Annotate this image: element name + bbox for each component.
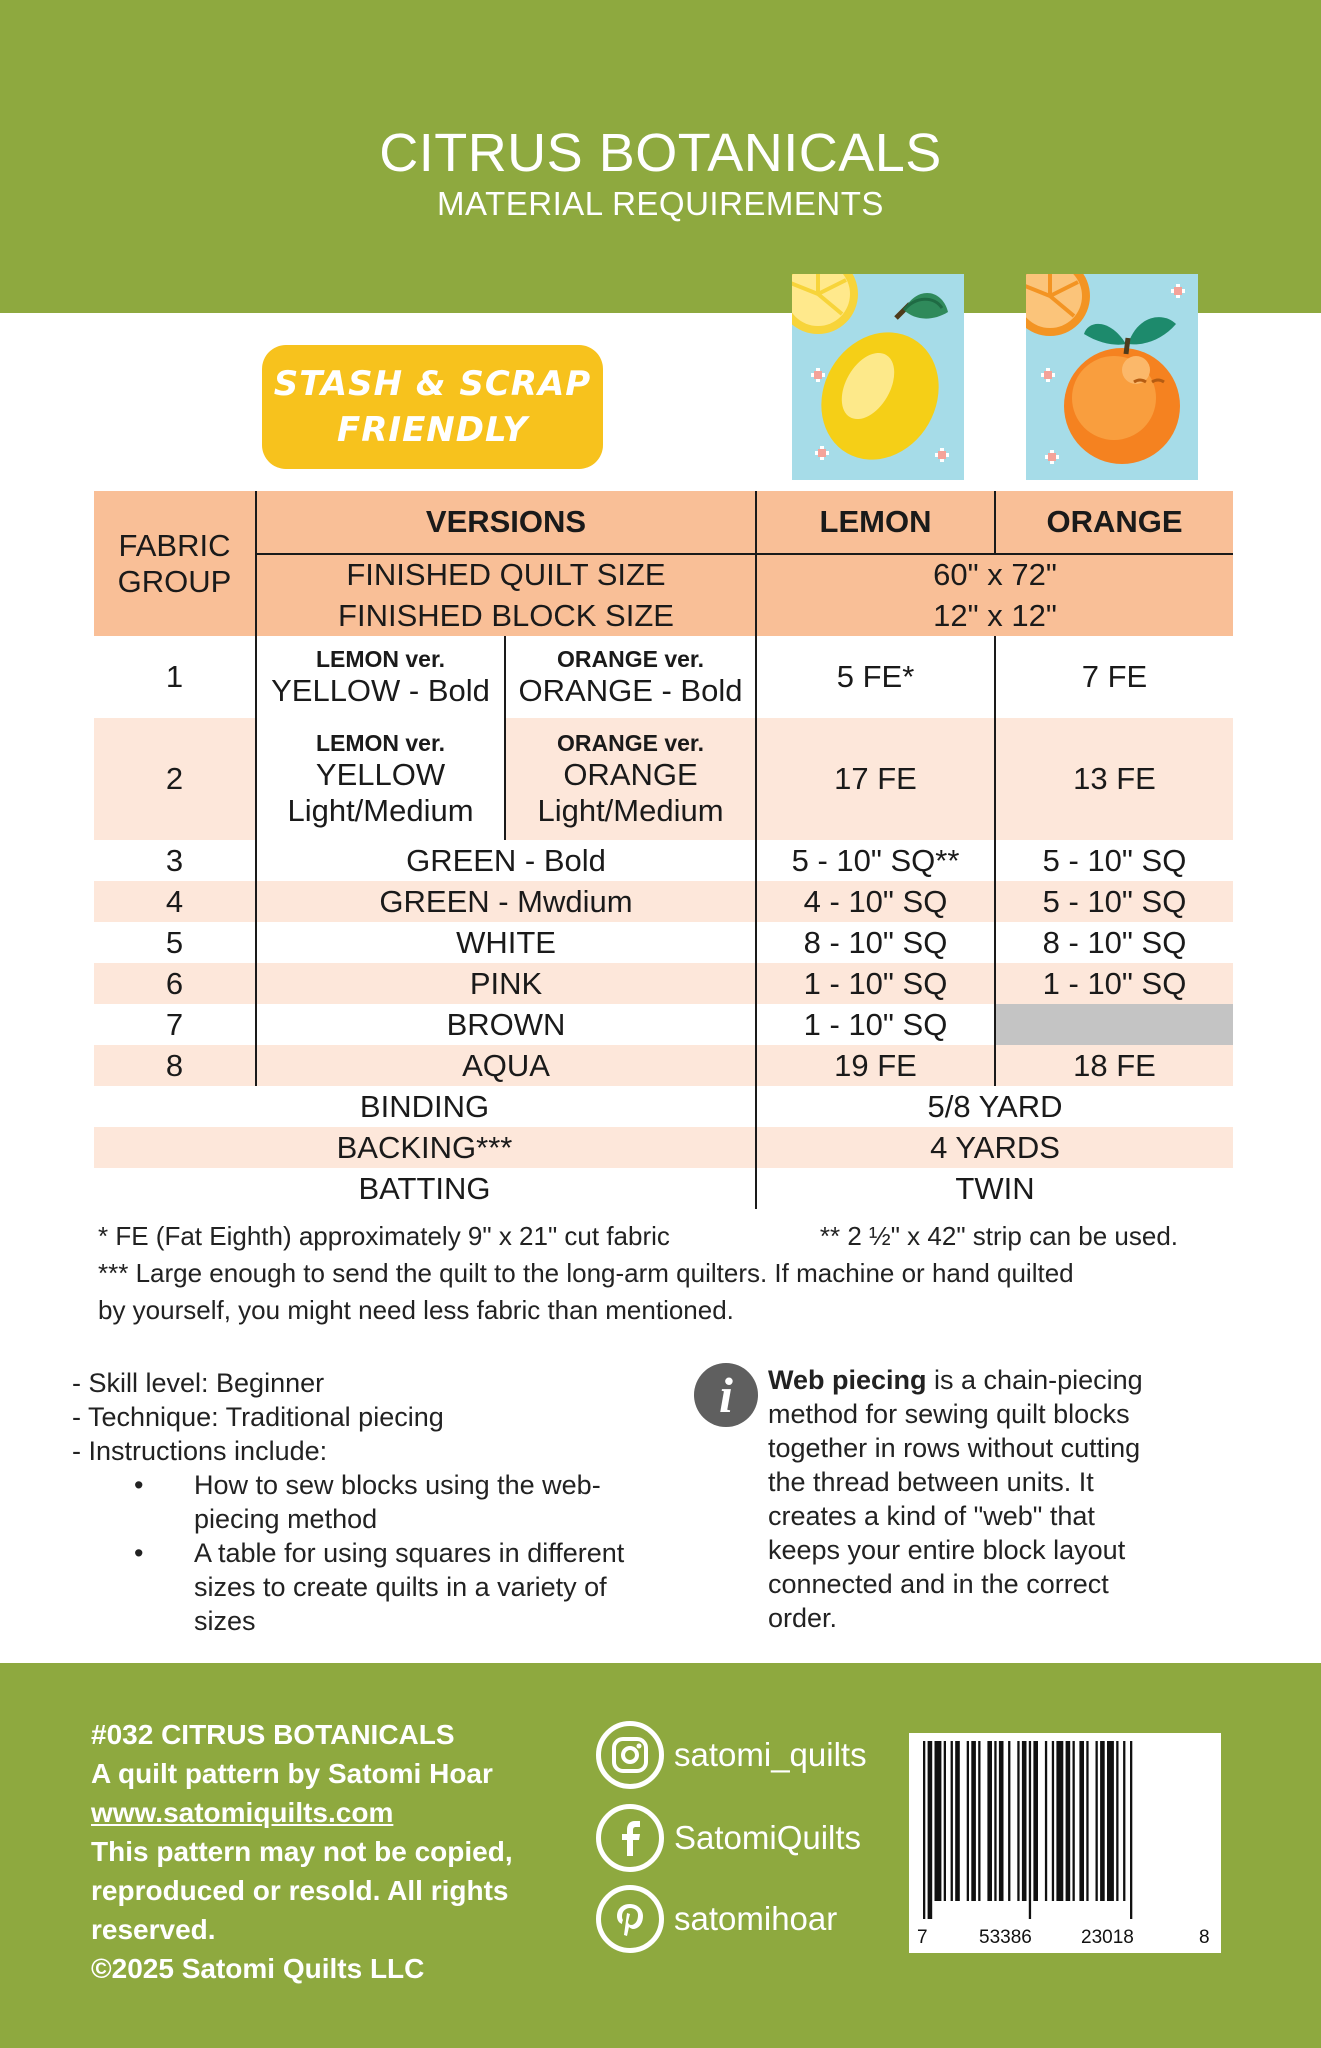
orange-ver-label: ORANGE ver. — [557, 645, 704, 672]
copyright: ©2025 Satomi Quilts LLC — [91, 1953, 425, 1984]
lemon-quantity: 19 FE — [756, 1045, 995, 1086]
table-row — [94, 1045, 1233, 1086]
fabric-name: WHITE — [256, 922, 756, 963]
lemon-quantity: 4 - 10" SQ — [756, 881, 995, 922]
extras-row — [94, 1086, 1233, 1127]
orange-quantity: 18 FE — [995, 1045, 1233, 1086]
barcode-bar — [971, 1741, 976, 1901]
finished-block-value: 12" x 12" — [756, 595, 1233, 636]
barcode-bar — [1096, 1741, 1098, 1901]
group-number: 4 — [165, 883, 184, 919]
lemon-block-image — [792, 274, 964, 480]
bullet-2-line-3: sizes — [194, 1606, 256, 1636]
footer-info — [91, 1715, 581, 1988]
info-term: Web piecing — [768, 1365, 927, 1395]
table-row — [94, 963, 1233, 1004]
lemon-quantity: 1 - 10" SQ — [756, 1004, 995, 1045]
table-footnotes — [98, 1218, 1258, 1329]
footnote-strip: ** 2 ½" x 42" strip can be used. — [819, 1221, 1178, 1251]
fabric-group-header — [94, 491, 256, 636]
lemon-header: LEMON — [756, 491, 995, 554]
barcode-bar — [1086, 1741, 1088, 1901]
orange-quantity-not-applicable — [995, 1004, 1233, 1045]
barcode-bar — [1123, 1741, 1125, 1901]
footnote-row — [98, 1218, 1178, 1255]
info-line-1 — [768, 1363, 1198, 1397]
group-number: 1 — [165, 659, 184, 694]
fabric-name: AQUA — [256, 1045, 756, 1086]
lemon-ver-label: LEMON ver. — [315, 645, 446, 672]
copy-notice-3: reserved. — [91, 1914, 216, 1945]
extras-value: 5/8 YARD — [756, 1086, 1233, 1127]
barcode-bar — [1100, 1741, 1105, 1901]
bullet-1-line-2: piecing method — [194, 1504, 378, 1534]
fabric-name: PINK — [256, 963, 756, 1004]
lemon-version-fabric — [256, 718, 505, 840]
fabric-name: GREEN - Mwdium — [256, 881, 756, 922]
barcode-bar — [1107, 1741, 1114, 1901]
orange-pixel-icon — [1026, 274, 1198, 480]
info-line-6: keeps your entire block layout — [768, 1535, 1126, 1565]
pattern-number: #032 CITRUS BOTANICALS — [91, 1719, 455, 1750]
barcode-bar — [1033, 1741, 1038, 1901]
instagram-link[interactable] — [596, 1721, 867, 1789]
table-row — [94, 718, 1233, 840]
extras-label: BATTING — [358, 1170, 491, 1206]
website-link[interactable]: www.satomiquilts.com — [91, 1797, 394, 1828]
orange-fabric-name: ORANGE — [563, 756, 698, 792]
barcode-bar — [1008, 1741, 1010, 1901]
header-band — [0, 0, 1321, 313]
barcode-bar — [1045, 1741, 1047, 1901]
info-line-1-text: is a chain-piecing — [926, 1365, 1143, 1395]
barcode-bar — [1073, 1741, 1075, 1901]
info-line-2: method for sewing quilt blocks — [768, 1399, 1130, 1429]
orange-version-fabric — [505, 636, 756, 718]
orange-quantity: 1 - 10" SQ — [995, 963, 1233, 1004]
barcode-digits-left: 53386 — [979, 1927, 1032, 1948]
orange-ver-label: ORANGE ver. — [557, 729, 704, 756]
orange-header: ORANGE — [995, 491, 1233, 554]
footnote-backing-2: by yourself, you might need less fabric than mentioned. — [98, 1295, 734, 1325]
barcode-bar — [987, 1741, 992, 1901]
lemon-pixel-icon — [792, 274, 964, 480]
copy-notice-2: reproduced or resold. All rights — [91, 1875, 509, 1906]
table-row — [94, 840, 1233, 881]
badge-line-2: FRIENDLY — [337, 410, 528, 450]
lemon-version-fabric — [256, 636, 505, 718]
lemon-quantity: 17 FE — [756, 718, 995, 840]
group-number: 3 — [165, 842, 184, 878]
bullet-2-line-1: • A table for using squares in different — [194, 1538, 625, 1568]
pinterest-icon — [596, 1885, 664, 1953]
table-row — [94, 1004, 1233, 1045]
barcode-bar — [1052, 1741, 1054, 1901]
list-item — [134, 1536, 692, 1638]
facebook-link[interactable] — [596, 1804, 861, 1872]
info-line-4: the thread between units. It — [768, 1467, 1094, 1497]
lemon-ver-label: LEMON ver. — [315, 729, 446, 756]
barcode-bar — [1029, 1741, 1031, 1919]
barcode-bar — [1079, 1741, 1084, 1901]
barcode-bar — [944, 1741, 946, 1901]
page-title: CITRUS BOTANICALS — [379, 123, 942, 183]
table-row — [94, 881, 1233, 922]
barcode-bar — [978, 1741, 980, 1901]
orange-quantity: 8 - 10" SQ — [995, 922, 1233, 963]
barcode-bar — [967, 1741, 969, 1901]
barcode-bar — [999, 1741, 1004, 1901]
extras-label: BACKING*** — [336, 1129, 513, 1165]
skill-level: - Skill level: Beginner — [72, 1368, 325, 1398]
table-header-row — [94, 491, 1233, 554]
lemon-quantity: 5 - 10" SQ** — [756, 840, 995, 881]
barcode — [909, 1733, 1221, 1953]
orange-quantity: 7 FE — [995, 636, 1233, 718]
barcode-bar — [1116, 1741, 1118, 1901]
copy-notice-1: This pattern may not be copied, — [91, 1836, 513, 1867]
fabric-group-header-line2: GROUP — [117, 563, 232, 599]
pattern-details — [72, 1366, 692, 1638]
lemon-fabric-shade: Light/Medium — [287, 792, 474, 828]
barcode-bar — [928, 1741, 933, 1919]
finished-quilt-value: 60" x 72" — [756, 554, 1233, 595]
lemon-quantity: 8 - 10" SQ — [756, 922, 995, 963]
barcode-bar — [1056, 1741, 1063, 1901]
extras-row — [94, 1127, 1233, 1168]
bullet-2-line-2: sizes to create quilts in a variety of — [194, 1572, 607, 1602]
orange-quantity: 5 - 10" SQ — [995, 840, 1233, 881]
fabric-name: GREEN - Bold — [256, 840, 756, 881]
versions-header: VERSIONS — [256, 491, 756, 554]
extras-value: 4 YARDS — [756, 1127, 1233, 1168]
info-line-8: order. — [768, 1603, 838, 1633]
orange-quantity: 13 FE — [995, 718, 1233, 840]
footer-band — [0, 1663, 1321, 2048]
orange-block-image — [1026, 274, 1198, 480]
pinterest-handle: satomihoar — [674, 1900, 838, 1937]
facebook-handle: SatomiQuilts — [674, 1819, 862, 1856]
finished-block-row — [94, 595, 1233, 636]
info-line-5: creates a kind of "web" that — [768, 1501, 1095, 1531]
footnote-backing-1: *** Large enough to send the quilt to the long-arm quilters. If machine or hand quilted — [98, 1258, 1074, 1288]
stash-scrap-badge — [262, 345, 603, 469]
group-number: 5 — [165, 924, 184, 960]
orange-version-fabric — [505, 718, 756, 840]
orange-quantity: 5 - 10" SQ — [995, 881, 1233, 922]
list-item — [134, 1468, 692, 1536]
finished-quilt-row — [94, 554, 1233, 595]
barcode-bar — [955, 1741, 960, 1901]
barcode-bar — [951, 1741, 953, 1901]
info-icon: i — [694, 1363, 758, 1427]
finished-block-label: FINISHED BLOCK SIZE — [256, 595, 756, 636]
barcode-bar — [923, 1741, 925, 1919]
badge-line-1: STASH & SCRAP — [273, 364, 592, 404]
finished-quilt-label: FINISHED QUILT SIZE — [256, 554, 756, 595]
barcode-bar — [1130, 1741, 1132, 1919]
barcode-bar — [1017, 1741, 1019, 1901]
table-row — [94, 922, 1233, 963]
web-piecing-note — [768, 1363, 1198, 1635]
table-row — [94, 636, 1233, 718]
group-number: 2 — [165, 761, 184, 796]
extras-value: TWIN — [756, 1168, 1233, 1209]
extras-label: BINDING — [359, 1088, 490, 1124]
fabric-group-header-line1: FABRIC — [118, 527, 231, 563]
barcode-digit-check: 8 — [1199, 1927, 1210, 1948]
fabric-name: BROWN — [256, 1004, 756, 1045]
technique: - Technique: Traditional piecing — [72, 1402, 444, 1432]
bullet-1-line-1: • How to sew blocks using the web- — [194, 1470, 601, 1500]
extras-row — [94, 1168, 1233, 1209]
barcode-bar — [1022, 1741, 1027, 1901]
lemon-fabric-name: YELLOW — [315, 756, 446, 792]
group-number: 8 — [165, 1047, 184, 1083]
footnote-fe: * FE (Fat Eighth) approximately 9" x 21" cut fabric — [98, 1221, 670, 1251]
instructions-heading: - Instructions include: — [72, 1436, 328, 1466]
lemon-quantity: 1 - 10" SQ — [756, 963, 995, 1004]
facebook-icon — [596, 1804, 664, 1872]
pinterest-link[interactable] — [596, 1885, 837, 1953]
orange-fabric-name: ORANGE - Bold — [518, 672, 743, 708]
barcode-bar — [1066, 1741, 1071, 1901]
instagram-handle: satomi_quilts — [674, 1736, 867, 1773]
barcode-bar — [935, 1741, 942, 1901]
barcode-bars — [909, 1733, 1221, 1923]
material-requirements-table — [94, 491, 1233, 1209]
barcode-digit-lead: 7 — [917, 1927, 928, 1948]
barcode-bar — [994, 1741, 996, 1901]
barcode-digits-right: 23018 — [1081, 1927, 1134, 1948]
info-line-3: together in rows without cutting — [768, 1433, 1141, 1463]
lemon-quantity: 5 FE* — [756, 636, 995, 718]
group-number: 6 — [165, 965, 184, 1001]
instagram-icon — [596, 1721, 664, 1789]
instructions-list — [134, 1468, 692, 1638]
page-subtitle: MATERIAL REQUIREMENTS — [437, 185, 884, 222]
lemon-fabric-name: YELLOW - Bold — [271, 672, 490, 708]
info-line-7: connected and in the correct — [768, 1569, 1109, 1599]
orange-fabric-shade: Light/Medium — [537, 792, 724, 828]
pattern-author: A quilt pattern by Satomi Hoar — [91, 1758, 493, 1789]
group-number: 7 — [165, 1006, 184, 1042]
